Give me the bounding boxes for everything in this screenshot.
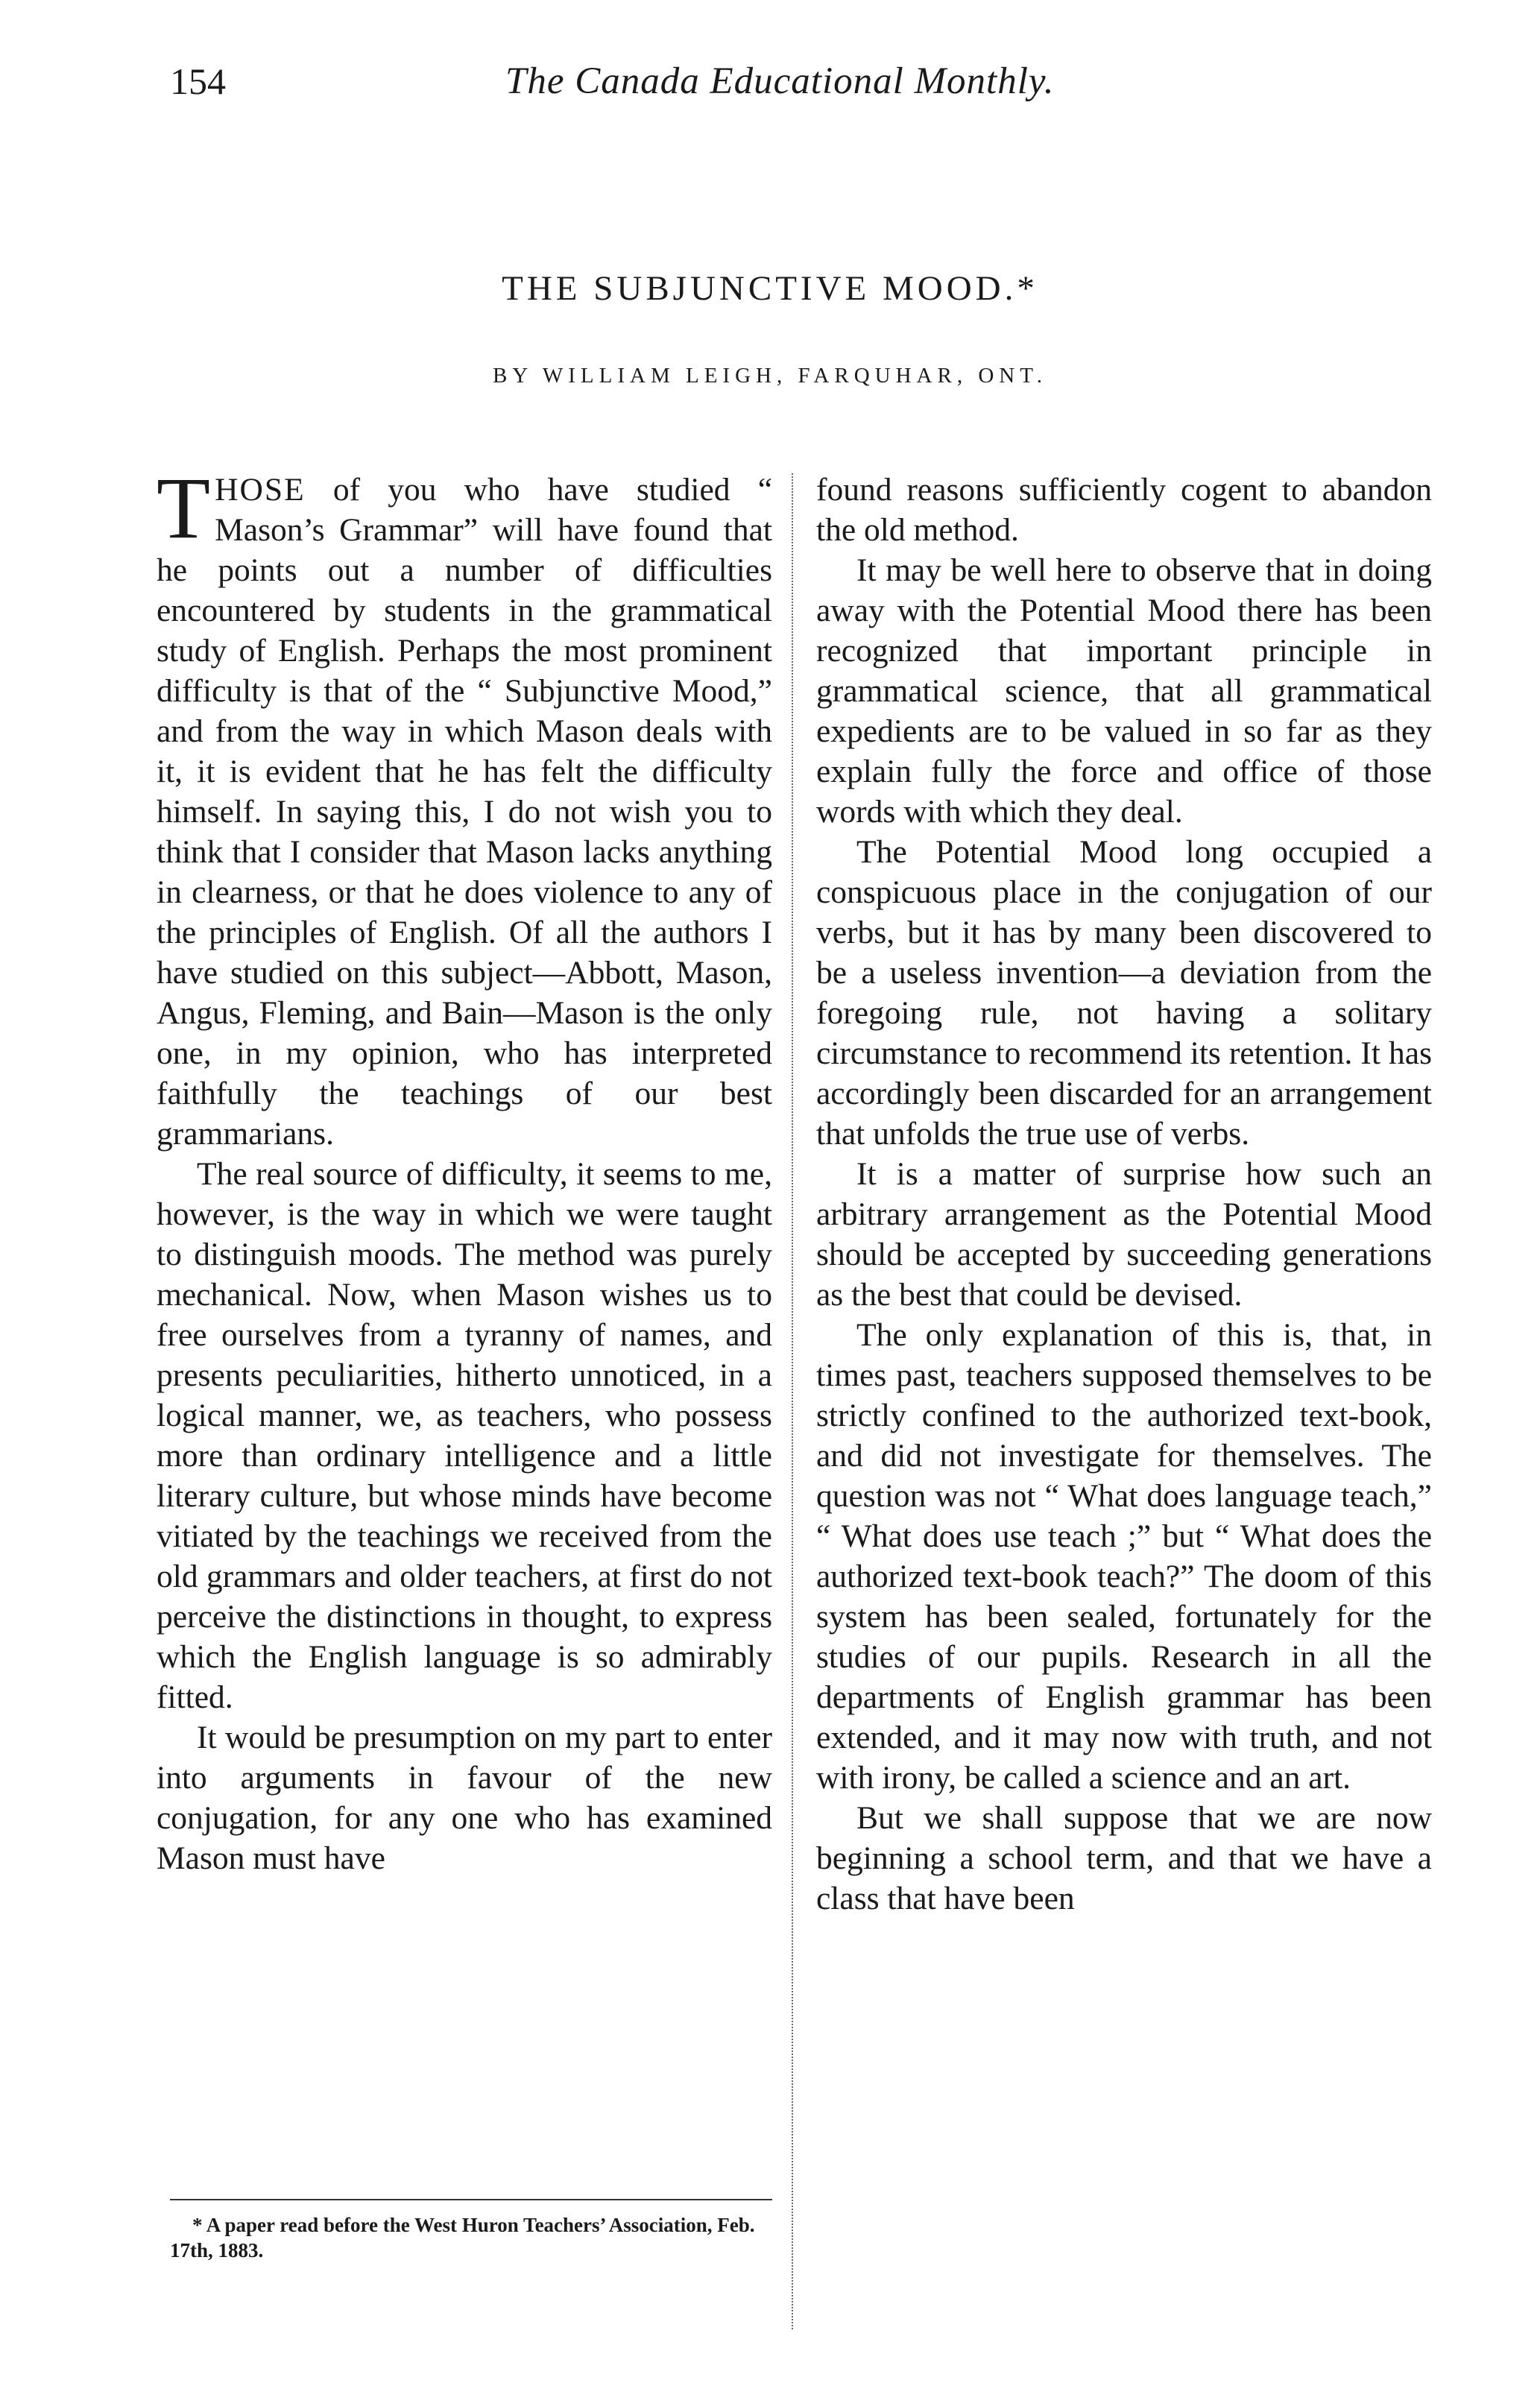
article-title: THE SUBJUNCTIVE MOOD.*	[502, 269, 1038, 308]
footnote: * A paper read before the West Huron Teachers’ Association, Feb. 17th, 1883.	[170, 2214, 755, 2262]
running-head	[170, 60, 1437, 119]
paragraph: It is a matter of surprise how such an arbitrary arrangement as the Potential Mood should be accepted by succeeding generations as the best that could be devised.	[816, 1156, 1432, 1313]
paragraph: found reasons sufficiently cogent to abandon the old method.	[816, 472, 1432, 548]
paragraph	[157, 459, 772, 1154]
page-number: 154	[170, 60, 226, 102]
article-byline: BY WILLIAM LEIGH, FARQUHAR, ONT.	[492, 364, 1048, 388]
paragraph: The Potential Mood long occupied a conspicuous place in the conjugation of our verbs, but it has by many been discovered to be a useless invention—a deviation from the foregoing rule, not having a solitary circumstance to recommend its retention. It has accordingly been discarded for an arrangement that unfolds the true use of verbs.	[816, 834, 1432, 1152]
right-column	[816, 470, 1432, 1919]
journal-title: The Canada Educational Monthly.	[505, 60, 1055, 102]
paragraph: It may be well here to observe that in doing away with the Potential Mood there has been recognized that important principle in grammatical science, that all grammatical expedients are to be valued in so far as they explain fully the force and office of those words with which they deal.	[816, 552, 1432, 830]
drop-cap: T	[157, 459, 211, 557]
paragraph: But we shall suppose that we are now beginning a school term, and that we have a class that have been	[816, 1800, 1432, 1916]
paragraph: The real source of difficulty, it seems to me, however, is the way in which we were taught to distinguish moods. The method was purely mechanical. Now, when Mason wishes us to free ourselves from a tyranny of names, and presents peculiarities, hitherto unnoticed, in a logical manner, we, as teachers, who possess more than ordinary intelligence and a little literary culture, but whose minds have become vitiated by the teachings we received from the old grammars and older teachers, at first do not perceive the distinctions in thought, to express which the English language is so admirably fitted.	[157, 1156, 772, 1715]
column-divider	[792, 473, 793, 2329]
left-column	[157, 459, 772, 1878]
footnote-rule	[170, 2199, 772, 2200]
small-caps-opening: HOSE	[215, 472, 306, 508]
paragraph: It would be presumption on my part to enter into arguments in favour of the new conjugation, for any one who has examined Mason must have	[157, 1720, 772, 1876]
paragraph: The only explanation of this is, that, in times past, teachers supposed themselves to be strictly confined to the authorized text-book, and did not investigate for themselves. The question was not “ What does language teach,” “ What does use teach ;” but “ What does the authorized text-book teach?” The doom of this system has been sealed, fortunately for the studies of our pupils. Research in all the departments of English grammar has been extended, and it may now with truth, and not with irony, be called a science and an art.	[816, 1317, 1432, 1796]
paragraph-text: of you who have studied “ Mason’s Grammar” will have found that he points out a number of difficulties encountered by students in the grammatical study of English. Perhaps the most prominent difficulty is that of the “ Subjunctive Mood,” and from the way in which Mason deals with it, it is evident that he has felt the difficulty himself. In saying this, I do not wish you to think that I consider that Mason lacks anything in clearness, or that he does violence to any of the principles of English. Of all the authors I have studied on this subject—Abbott, Mason, Angus, Fleming, and Bain—Mason is the only one, in my opinion, who has interpreted faithfully the teachings of our best grammarians.	[157, 472, 772, 1152]
